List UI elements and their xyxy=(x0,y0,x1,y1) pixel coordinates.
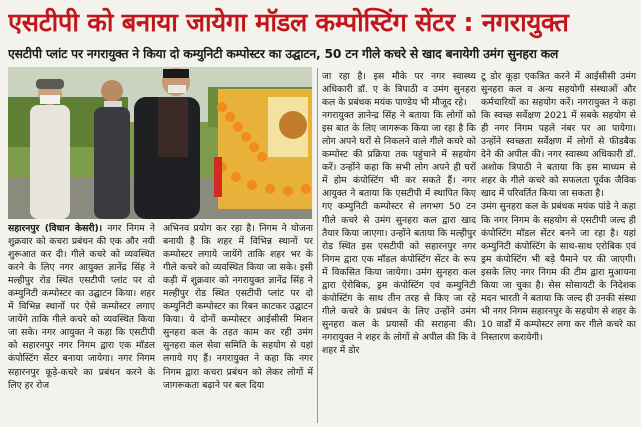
column-2-text: अभिनव प्रयोग कर रहा है। निगम ने योजना बनायी है कि शहर में विभिन्न स्थानों पर कम्पोस्टर लगाये जायेंगे ताकि शहर भर के गीले कचरे को व्यवस्थित किया जा सके। इसी कड़ी में शुक्रवार को नगरायुक्त ज्ञानेंद्र सिंह ने मल्हीपुर रोड स्थित एसटीपी प्लांट पर दो कम्युनिटी कम्पोस्टर का रिबन काटकर उद्घाटन किया। ये दोनों कम्पोस्टर आईसीसी मिशन सुनहरा कल के तहत काम कर रही उमंग सुनहरा कल सेवा समिति के सहयोग से यहां लगाये गए हैं। नगरायुक्त ने कहा कि नगर निगम द्वारा कचरा प्रबंधन को लेकर लोगों में जागरूकता बढ़ाने पर बल दिया xyxy=(163,223,313,391)
column-3-text: जा रहा है। इस मौके पर नगर स्वास्थ्य अधिकारी डॉ. ए के त्रिपाठी व उमंग सुनहरा कल के प्रबंधक मयंक पाण्डेय भी मौजूद रहे। नगरायुक्त ज्ञानेन्द्र सिंह ने बताया कि लोगों को इस बात के लिए जागरूक किया जा रहा है कि लोग अपने घरों से निकलने वाले गीले कचरे को कम्पोस्ट की प्रक्रिया तक पहुंचाने में सहयोग करें। उन्होंने कहा कि सभी लोग अपने ही घरों में होम कंपोस्टिंग भी कर सकते हैं। नगर आयुक्त ने बताया कि एसटीपी में स्थापित किए गए कम्युनिटी कम्पोस्टर से लगभग 50 टन गीले कचरे से उमंग सुनहरा कल द्वारा खाद तैयार किया जाएगा। उन्होंने बताया कि मल्हीपुर रोड स्थित इस एसटीपी को सहारनपुर नगर निगम द्वारा एक मॉडल कंपोस्टिंग सेंटर के रूप में विकसित किया जायेगा। उमंग सुनहरा कल द्वारा ऐरोबिक, ड्रम कंपोस्टिंग एवं कम्युनिटी कंपोस्टिंग के साथ तीन तरह से किए जा रहे गीले कचरे के प्रबंधन के लिए उन्होंने उमंग सुनहरा कल के प्रयासों की सराहना की। नगरायुक्त ने शहर के लोगों से अपील की कि वे शहर में डोर xyxy=(322,71,476,356)
news-photo xyxy=(8,67,312,219)
headline: एसटीपी को बनाया जायेगा मॉडल कम्पोस्टिंग सेंटर : नगरायुक्त xyxy=(8,8,569,38)
article-column-1 xyxy=(8,222,155,422)
subheadline: एसटीपी प्लांट पर नगरायुक्त ने किया दो कम्युनिटी कम्पोस्टर का उद्घाटन, 50 टन गीले कचरे से खाद बनायेगी उमंग सुनहरा कल xyxy=(8,47,559,61)
article-column-3 xyxy=(322,70,476,422)
article-column-2 xyxy=(163,222,313,422)
column-1-text: नगर निगम ने शुक्रवार को कचरा प्रबंधन की एक और नयी शुरूआत कर दी। गीले कचरे को व्यवस्थित करने के लिए नगर आयुक्त ज्ञानेंद्र सिंह ने मल्हीपुर रोड स्थित एसटीपी प्लांट पर दो कम्युनिटी कम्पोस्टर का उद्घाटन किया। शहर में विभिन्न स्थानों पर ऐसे कम्पोस्टर लगाए जायेंगे ताकि गीले कचरे को व्यवस्थित किया जा सके। नगर आयुक्त ने कहा कि एसटीपी को सहारनपुर नगर निगम द्वारा एक मॉडल कंपोस्टिंग सेंटर बनाया जायेगा। नगर निगम सहारनपुर कूड़े-कचरे का प्रबंधन करने के लिए हर रोज xyxy=(8,223,155,391)
article-column-4 xyxy=(481,70,636,422)
dateline: सहारनपुर (विधान केसरी)। xyxy=(8,223,103,234)
column-4-text: टू डोर कूड़ा एकत्रित करने में आईसीसी उमंग सुनहरा कल व अन्य सहयोगी संस्थाओं और कर्मचारियों का सहयोग करें। नगरायुक्त ने कहा कि स्वच्छ सर्वेक्षण 2021 में सबके सहयोग से ही नगर निगम पहले नंबर पर आ पायेगा। उन्होंने स्वच्छता सर्वेक्षण में लोगों से फीडबैक देने की अपील की। नगर स्वास्थ्य अधिकारी डॉ. अशोक त्रिपाठी ने बताया कि इस माध्यम से शहर के गीले कचरे को सफलता पूर्वक जैविक खाद में परिवर्तित किया जा सकता है। उमंग सुनहरा कल के प्रबंधक मयंक पांडे ने कहा कि नगर निगम के सहयोग से एसटीपी जल्द ही कंपोस्टिंग मॉडल सेंटर बनने जा रहा है। यहां कम्युनिटी कंपोस्टिंग के साथ-साथ एरोबिक एवं ड्रम कंपोस्टिंग भी बड़े पैमाने पर की जाएगी। इसके लिए नगर निगम की टीम द्वारा मुआयना किया जा चुका है। सेस सोसायटी के निदेशक मदन भारती ने बताया कि जल्द ही उनकी संस्था भी नगर निगम सहारनपुर के सहयोग से शहर के 10 वार्डों में कम्पोस्टर लगा कर गीले कचरे का निस्तारण करायेगी। xyxy=(481,71,636,343)
column-divider xyxy=(317,68,318,423)
